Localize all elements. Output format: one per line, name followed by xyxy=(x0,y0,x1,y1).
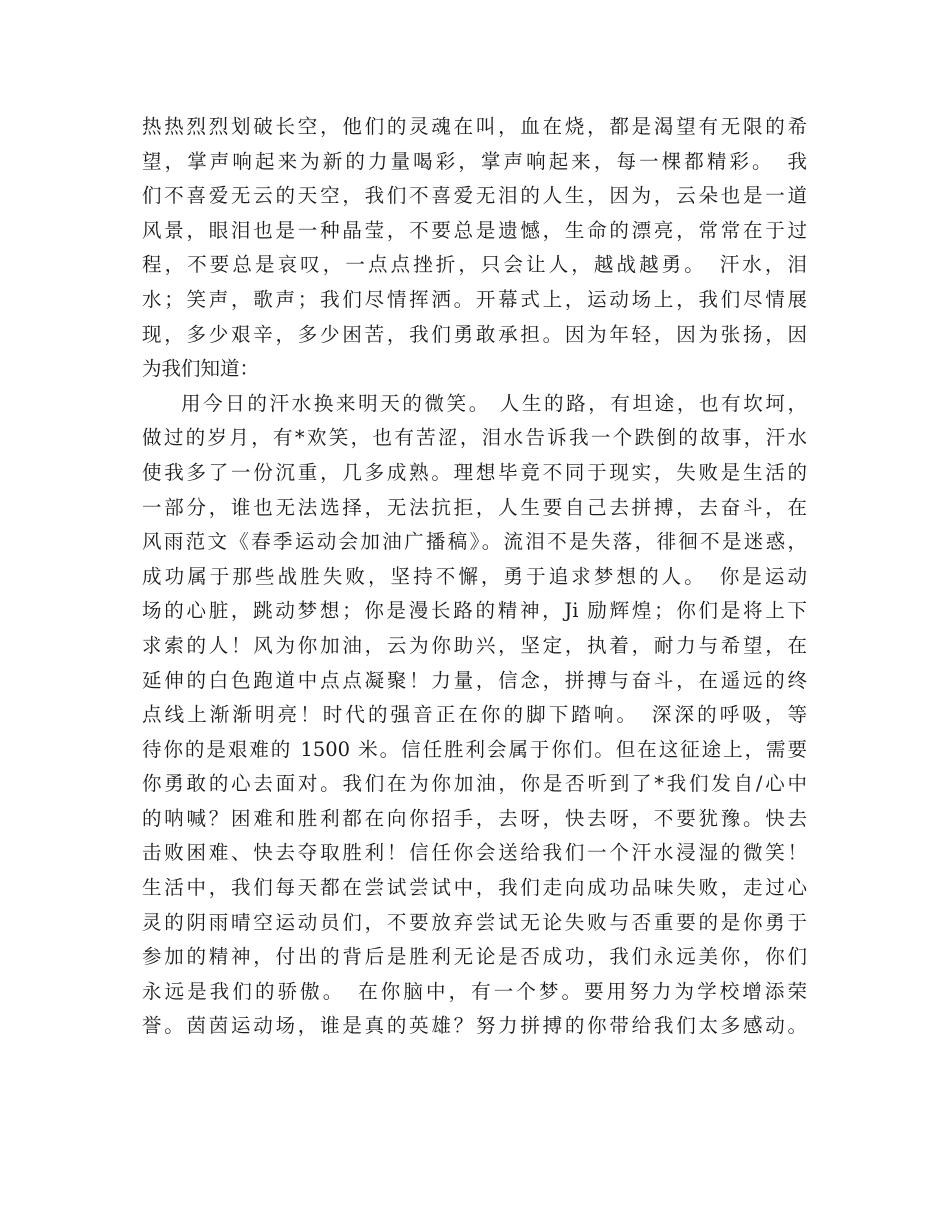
text-line: 程，不要总是哀叹，一点点挫折，只会让人，越战越勇。 汗水，泪 xyxy=(142,253,807,277)
text-line: 为我们知道： xyxy=(142,357,260,381)
text-line: 一部分，谁也无法选择，无法抗拒，人生要自己去拼搏，去奋斗，在 xyxy=(142,495,807,519)
text-line: 风雨范文《春季运动会加油广播稿》。流泪不是失落，徘徊不是迷惑， xyxy=(142,530,807,554)
text-line: 击败困难、快去夺取胜利！信任你会送给我们一个汗水浸湿的微笑！ xyxy=(142,841,807,865)
text-line: 灵的阴雨晴空运动员们，不要放弃尝试无论失败与否重要的是你勇于 xyxy=(142,910,807,934)
text-line: 你勇敢的心去面对。我们在为你加油，你是否听到了*我们发自/心中 xyxy=(142,772,807,796)
text-line: 延伸的白色跑道中点点凝聚！力量，信念，拼搏与奋斗，在遥远的终 xyxy=(142,668,807,692)
text-line: 水；笑声，歌声；我们尽情挥洒。开幕式上，运动场上，我们尽情展 xyxy=(142,287,807,311)
text-line: 永远是我们的骄傲。 在你脑中，有一个梦。要用努力为学校增添荣 xyxy=(142,979,807,1003)
text-line: 誉。茵茵运动场，谁是真的英雄？努力拼搏的你带给我们太多感动。 xyxy=(142,1014,807,1038)
paragraph-first-line: 用今日的汗水换来明天的微笑。 人生的路，有坦途，也有坎坷， xyxy=(181,391,807,415)
text-line: 使我多了一份沉重，几多成熟。理想毕竟不同于现实，失败是生活的 xyxy=(142,460,807,484)
text-line: 求索的人！风为你加油，云为你助兴，坚定，执着，耐力与希望，在 xyxy=(142,633,807,657)
body-text xyxy=(142,110,807,1044)
text-line: 待你的是艰难的 1500 米。信任胜利会属于你们。但在这征途上，需要 xyxy=(142,737,807,761)
text-line: 热热烈烈划破长空，他们的灵魂在叫，血在烧，都是渴望有无限的希 xyxy=(142,115,807,138)
text-line: 望，掌声响起来为新的力量喝彩，掌声响起来，每一棵都精彩。 我 xyxy=(142,149,807,173)
text-line: 场的心脏，跳动梦想；你是漫长路的精神，Ji 励辉煌；你们是将上下 xyxy=(142,599,807,623)
text-line: 成功属于那些战胜失败，坚持不懈，勇于追求梦想的人。 你是运动 xyxy=(142,564,807,588)
text-line: 的呐喊？困难和胜利都在向你招手，去呀，快去呀，不要犹豫。快去 xyxy=(142,806,807,830)
text-line: 做过的岁月，有*欢笑，也有苦涩，泪水告诉我一个跌倒的故事，汗水 xyxy=(142,426,807,450)
text-line: 们不喜爱无云的天空，我们不喜爱无泪的人生，因为，云朵也是一道 xyxy=(142,184,807,208)
text-line: 风景，眼泪也是一种晶莹，不要总是遗憾，生命的漂亮，常常在于过 xyxy=(142,218,807,242)
text-line: 点线上渐渐明亮！时代的强音正在你的脚下踏响。 深深的呼吸，等 xyxy=(142,703,807,727)
text-line: 生活中，我们每天都在尝试尝试中，我们走向成功品味失败，走过心 xyxy=(142,876,807,900)
text-line: 参加的精神，付出的背后是胜利无论是否成功，我们永远美你，你们 xyxy=(142,945,807,969)
text-line: 现，多少艰辛，多少困苦，我们勇敢承担。因为年轻，因为张扬，因 xyxy=(142,322,807,346)
